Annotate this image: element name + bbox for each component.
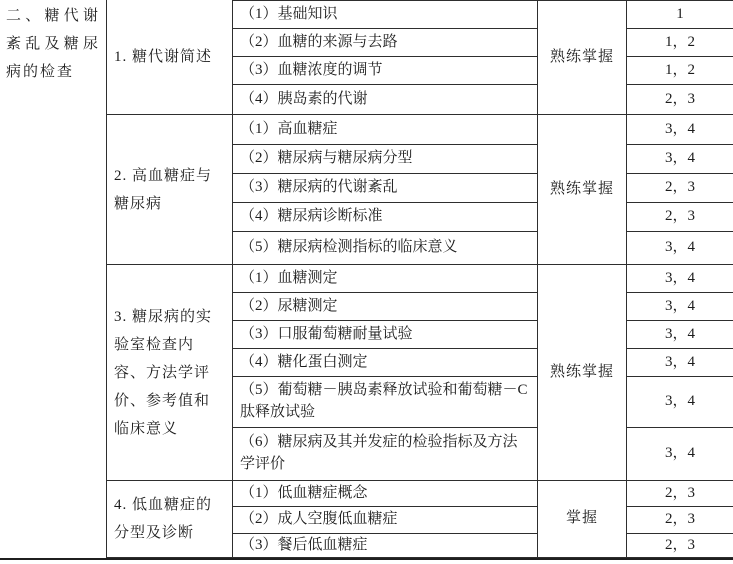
- topic-cell: （1）血糖测定: [232, 265, 537, 293]
- points-cell: 2，3: [626, 85, 733, 115]
- points-cell: 3，4: [626, 293, 733, 321]
- topic-cell: （1）低血糖症概念: [232, 481, 537, 507]
- topic-cell: （2）成人空腹低血糖症: [232, 507, 537, 534]
- mastery-cell: 熟练掌握: [537, 0, 626, 115]
- topic-cell: （4）糖尿病诊断标准: [232, 203, 537, 232]
- topic-cell: （6）糖尿病及其并发症的检验指标及方法学评价: [232, 428, 537, 481]
- topic-cell: （1）高血糖症: [232, 115, 537, 145]
- points-cell: 3，4: [626, 321, 733, 349]
- row-header-text: 二、糖代谢紊乱及糖尿病的检查: [6, 8, 100, 80]
- section-label: 2. 高血糖症与糖尿病: [106, 115, 232, 265]
- topic-cell: （3）糖尿病的代谢紊乱: [232, 174, 537, 203]
- points-cell: 3，4: [626, 428, 733, 481]
- section-label: 4. 低血糖症的分型及诊断: [106, 481, 232, 558]
- topic-cell: （3）血糖浓度的调节: [232, 57, 537, 85]
- points-cell: 2，3: [626, 481, 733, 507]
- points-cell: 2，3: [626, 174, 733, 203]
- points-cell: 3，4: [626, 377, 733, 428]
- points-cell: 3，4: [626, 232, 733, 265]
- mastery-cell: 熟练掌握: [537, 115, 626, 265]
- topic-cell: （3）口服葡萄糖耐量试验: [232, 321, 537, 349]
- points-cell: 2，3: [626, 534, 733, 558]
- topic-cell: （1）基础知识: [232, 0, 537, 29]
- points-cell: 3，4: [626, 115, 733, 145]
- points-cell: 3，4: [626, 265, 733, 293]
- points-cell: 3，4: [626, 349, 733, 377]
- mastery-cell: 掌握: [537, 481, 626, 558]
- row-header-cell: [0, 0, 106, 558]
- mastery-cell: 熟练掌握: [537, 265, 626, 481]
- points-cell: 2，3: [626, 507, 733, 534]
- topic-cell: （3）餐后低血糖症: [232, 534, 537, 558]
- points-cell: 3，4: [626, 145, 733, 174]
- points-cell: 1，2: [626, 57, 733, 85]
- section-label: 1. 糖代谢简述: [106, 0, 232, 115]
- topic-cell: （5）葡萄糖－胰岛素释放试验和葡萄糖－C 肽释放试验: [232, 377, 537, 428]
- points-cell: 1: [626, 0, 733, 29]
- topic-cell: （2）糖尿病与糖尿病分型: [232, 145, 537, 174]
- topic-cell: （4）胰岛素的代谢: [232, 85, 537, 115]
- points-cell: 1，2: [626, 29, 733, 57]
- topic-cell: （5）糖尿病检测指标的临床意义: [232, 232, 537, 265]
- topic-cell: （4）糖化蛋白测定: [232, 349, 537, 377]
- points-cell: 2，3: [626, 203, 733, 232]
- section-label: 3. 糖尿病的实验室检查内容、方法学评价、参考值和临床意义: [106, 265, 232, 481]
- topic-cell: （2）血糖的来源与去路: [232, 29, 537, 57]
- topic-cell: （2）尿糖测定: [232, 293, 537, 321]
